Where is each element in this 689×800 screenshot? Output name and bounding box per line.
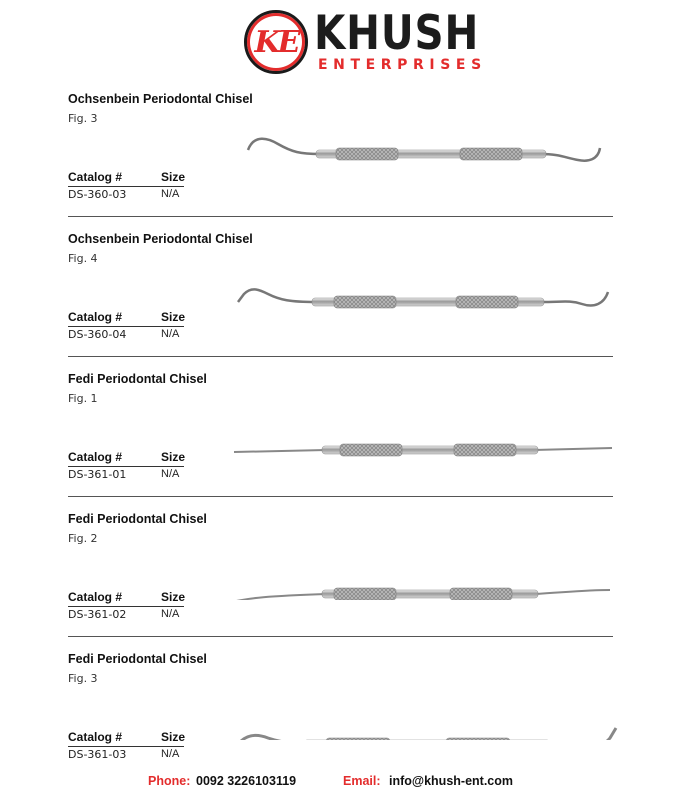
catalog-header: Catalog # [68, 170, 123, 184]
header-rule [68, 746, 184, 747]
size-value: N/A [161, 188, 180, 200]
email-address[interactable]: info@khush-ent.com [389, 774, 513, 788]
brand-name: KHUSH [314, 6, 480, 61]
product-title: Ochsenbein Periodontal Chisel [68, 92, 253, 106]
product-figure-label: Fig. 1 [68, 392, 98, 405]
header-rule [68, 466, 184, 467]
instrument-image [228, 264, 618, 320]
email-label: Email: [343, 774, 381, 788]
logo-monogram: KE [254, 24, 298, 60]
catalog-number: DS-360-03 [68, 188, 127, 201]
catalog-number: DS-361-01 [68, 468, 127, 481]
catalog-number: DS-360-04 [68, 328, 127, 341]
catalog-number: DS-361-03 [68, 748, 127, 761]
catalog-header: Catalog # [68, 450, 123, 464]
product-title: Fedi Periodontal Chisel [68, 512, 207, 526]
product-figure-label: Fig. 4 [68, 252, 98, 265]
instrument-image [228, 124, 618, 180]
size-header: Size [161, 450, 186, 464]
size-header: Size [161, 310, 186, 324]
phone-number: 0092 3226103119 [196, 774, 297, 788]
catalog-number: DS-361-02 [68, 608, 127, 621]
section-divider [68, 496, 613, 497]
product-entry [0, 652, 689, 792]
section-divider [68, 216, 613, 217]
product-figure-label: Fig. 2 [68, 532, 98, 545]
instrument-image [228, 544, 618, 600]
header-rule [68, 326, 184, 327]
instrument-image [228, 684, 618, 740]
product-title: Fedi Periodontal Chisel [68, 372, 207, 386]
section-divider [68, 356, 613, 357]
product-title: Fedi Periodontal Chisel [68, 652, 207, 666]
size-value: N/A [161, 748, 180, 760]
instrument-image [228, 404, 618, 460]
size-header: Size [161, 590, 186, 604]
product-entry [0, 232, 689, 372]
size-header: Size [161, 730, 186, 744]
product-figure-label: Fig. 3 [68, 112, 98, 125]
catalog-header: Catalog # [68, 730, 123, 744]
size-value: N/A [161, 608, 180, 620]
product-figure-label: Fig. 3 [68, 672, 98, 685]
brand-logo [244, 10, 308, 74]
brand-subtitle: ENTERPRISES [318, 57, 487, 73]
product-entry [0, 372, 689, 512]
catalog-header: Catalog # [68, 590, 123, 604]
header-rule [68, 186, 184, 187]
product-title: Ochsenbein Periodontal Chisel [68, 232, 253, 246]
section-divider [68, 636, 613, 637]
product-entry [0, 512, 689, 652]
size-value: N/A [161, 468, 180, 480]
catalog-header: Catalog # [68, 310, 123, 324]
size-header: Size [161, 170, 186, 184]
size-value: N/A [161, 328, 180, 340]
phone-label: Phone: [148, 774, 191, 788]
header-rule [68, 606, 184, 607]
product-entry [0, 92, 689, 232]
contact-footer [0, 774, 689, 792]
header [0, 0, 689, 88]
